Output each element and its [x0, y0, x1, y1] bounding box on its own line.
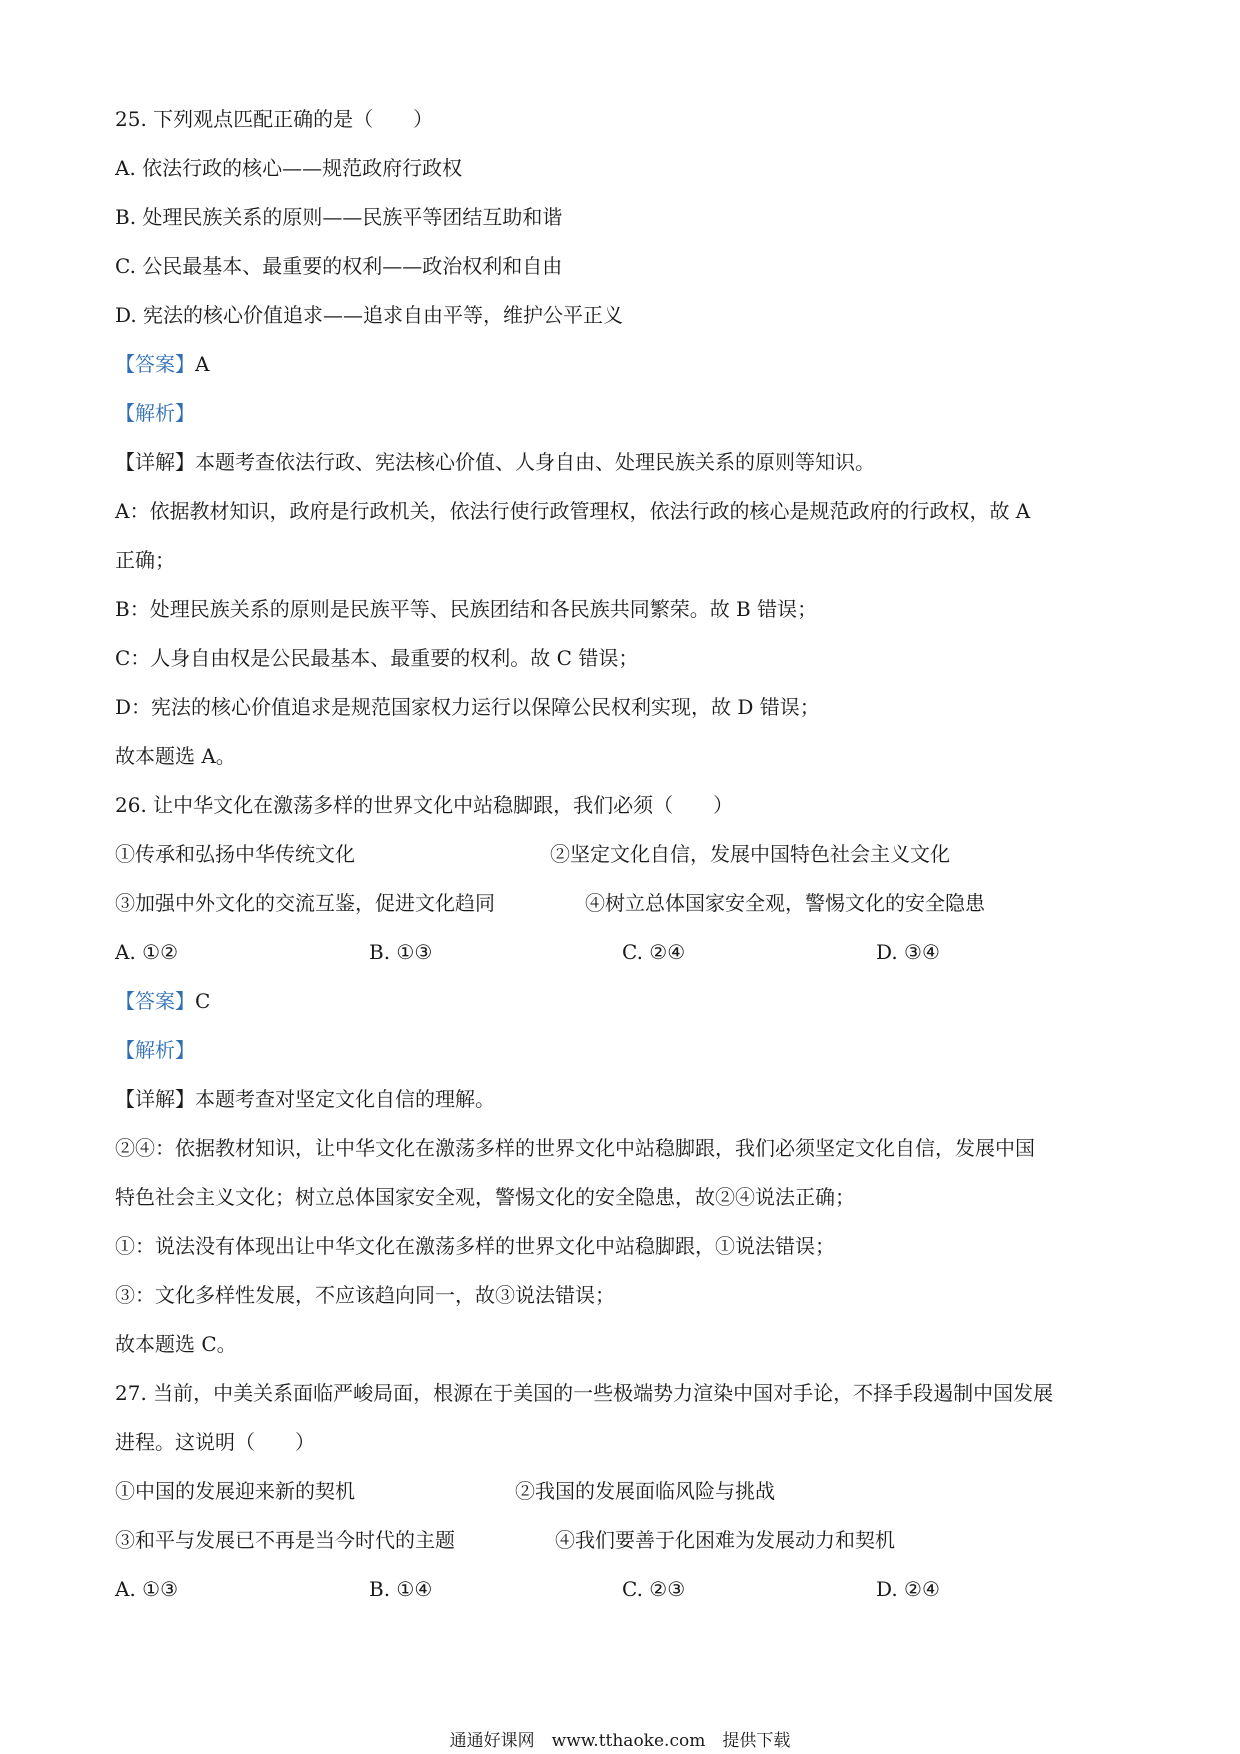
q25-detail-tag: 【详解】 — [115, 450, 195, 474]
q25-line-4: C：人身自由权是公民最基本、最重要的权利。故 C 错误； — [115, 646, 639, 670]
q27-choice-b: B. ①④ — [369, 1577, 433, 1601]
q26-answer-value: C — [195, 989, 211, 1013]
q25-stem: 25. 下列观点匹配正确的是（ ） — [115, 107, 434, 131]
q26-line-3: ①：说法没有体现出让中华文化在激荡多样的世界文化中站稳脚跟，①说法错误； — [115, 1234, 835, 1258]
q26-stem: 26. 让中华文化在激荡多样的世界文化中站稳脚跟，我们必须（ ） — [115, 793, 734, 817]
q26-line-2: 特色社会主义文化；树立总体国家安全观，警惕文化的安全隐患，故②④说法正确； — [115, 1185, 855, 1209]
q26-detail-text: 本题考查对坚定文化自信的理解。 — [195, 1087, 495, 1111]
q25-analysis-tag: 【解析】 — [115, 401, 195, 425]
q26-choice-c: C. ②④ — [622, 940, 686, 964]
q27-stem-line-1: 27. 当前，中美关系面临严峻局面，根源在于美国的一些极端势力渲染中国对手论，不择手段遏制中国发展 — [115, 1381, 1054, 1405]
q25-option-a: A. 依法行政的核心——规范政府行政权 — [115, 156, 463, 180]
q27-item-3: ③和平与发展已不再是当今时代的主题 — [115, 1528, 455, 1552]
q26-line-4: ③：文化多样性发展，不应该趋向同一，故③说法错误； — [115, 1283, 615, 1307]
q26-choice-b: B. ①③ — [369, 940, 433, 964]
q25-line-5: D：宪法的核心价值追求是规范国家权力运行以保障公民权利实现，故 D 错误； — [115, 695, 820, 719]
q26-analysis-tag: 【解析】 — [115, 1038, 195, 1062]
q25-detail — [115, 450, 875, 474]
q26-item-4: ④树立总体国家安全观，警惕文化的安全隐患 — [585, 891, 985, 915]
q25-answer-value: A — [195, 352, 210, 376]
q26-line-1: ②④：依据教材知识，让中华文化在激荡多样的世界文化中站稳脚跟，我们必须坚定文化自信，发展中国 — [115, 1136, 1035, 1160]
q27-choice-d: D. ②④ — [876, 1577, 940, 1601]
q25-line-6: 故本题选 A。 — [115, 744, 236, 768]
q26-item-2: ②坚定文化自信，发展中国特色社会主义文化 — [550, 842, 950, 866]
q26-item-1: ①传承和弘扬中华传统文化 — [115, 842, 355, 866]
page-footer: 通通好课网 www.tthaoke.com 提供下载 — [449, 1731, 791, 1751]
q26-line-5: 故本题选 C。 — [115, 1332, 237, 1356]
q26-detail — [115, 1087, 495, 1111]
q25-answer-tag: 【答案】 — [115, 352, 195, 376]
q26-answer-tag: 【答案】 — [115, 989, 195, 1013]
q25-detail-text: 本题考查依法行政、宪法核心价值、人身自由、处理民族关系的原则等知识。 — [195, 450, 875, 474]
q25-option-c: C. 公民最基本、最重要的权利——政治权利和自由 — [115, 254, 563, 278]
q26-choice-a: A. ①② — [115, 940, 179, 964]
q25-option-b: B. 处理民族关系的原则——民族平等团结互助和谐 — [115, 205, 563, 229]
q25-option-d: D. 宪法的核心价值追求——追求自由平等，维护公平正义 — [115, 303, 624, 327]
q26-detail-tag: 【详解】 — [115, 1087, 195, 1111]
q25-line-2: 正确； — [115, 548, 175, 572]
q27-choice-a: A. ①③ — [115, 1577, 179, 1601]
q25-line-3: B：处理民族关系的原则是民族平等、民族团结和各民族共同繁荣。故 B 错误； — [115, 597, 818, 621]
q25-answer — [115, 352, 209, 376]
q26-answer — [115, 989, 210, 1013]
q25-line-1: A：依据教材知识，政府是行政机关，依法行使行政管理权，依法行政的核心是规范政府的行政权，故 A — [115, 499, 1031, 523]
q27-stem-line-2: 进程。这说明（ ） — [115, 1430, 315, 1454]
q27-item-1: ①中国的发展迎来新的契机 — [115, 1479, 355, 1503]
q26-item-3: ③加强中外文化的交流互鉴，促进文化趋同 — [115, 891, 495, 915]
q26-choice-d: D. ③④ — [876, 940, 940, 964]
q27-item-2: ②我国的发展面临风险与挑战 — [515, 1479, 775, 1503]
q27-item-4: ④我们要善于化困难为发展动力和契机 — [555, 1528, 895, 1552]
q27-choice-c: C. ②③ — [622, 1577, 686, 1601]
